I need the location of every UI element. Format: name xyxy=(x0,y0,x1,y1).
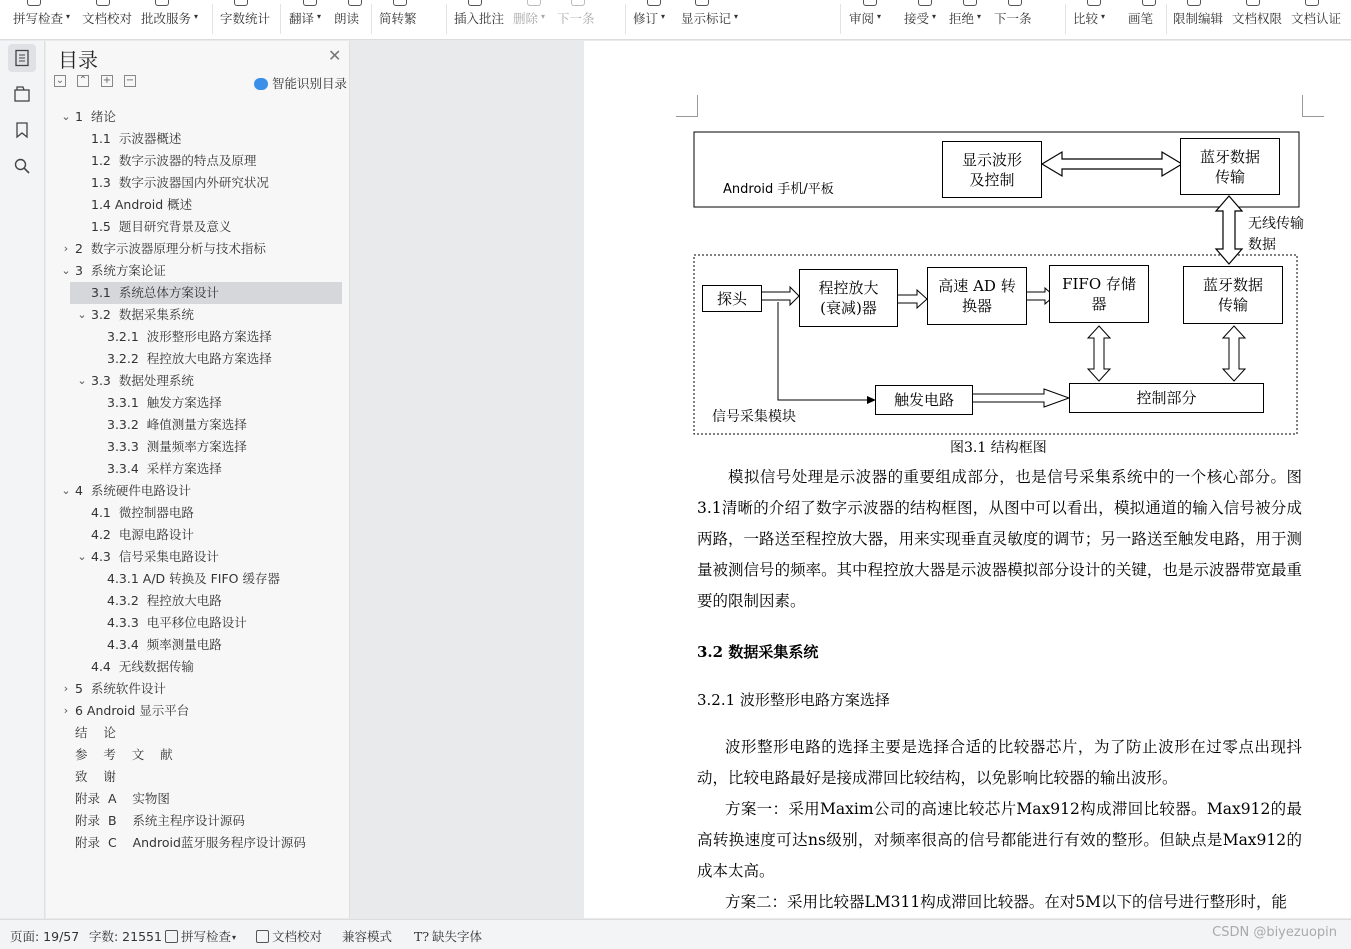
subsection-heading: 3.2.1 波形整形电路方案选择 xyxy=(697,691,890,709)
compare-icon xyxy=(1087,0,1101,6)
toc-item[interactable] xyxy=(70,656,342,678)
page-indicator[interactable]: 页面: 19/57 xyxy=(10,929,80,944)
proofread-status[interactable] xyxy=(256,927,322,945)
toc-item-label: 5 系统软件设计 xyxy=(75,681,166,696)
section-heading: 3.2 数据采集系统 xyxy=(697,643,819,661)
chapter-nav-button[interactable] xyxy=(8,80,36,108)
document-outline-icon xyxy=(13,49,31,67)
show-markup-label: 显示标记 xyxy=(681,11,732,26)
next-comment-icon xyxy=(571,0,585,6)
chevron-right-icon[interactable]: › xyxy=(63,704,69,717)
proofread-label: 文档校对 xyxy=(82,11,133,26)
simp-to-trad-icon xyxy=(393,0,407,6)
toc-item-label: 2 数字示波器原理分析与技术指标 xyxy=(75,241,266,256)
toc-item-label: 4 系统硬件电路设计 xyxy=(75,483,191,498)
check-icon xyxy=(165,930,178,943)
next-comment-label: 下一条 xyxy=(557,11,595,26)
toc-item-label: 3.3.3 测量频率方案选择 xyxy=(107,439,247,454)
chevron-right-icon[interactable]: › xyxy=(63,242,69,255)
review-service-icon xyxy=(155,0,169,6)
spell-check-label: 拼写检查 xyxy=(13,11,64,26)
toc-item-label: 4.3.3 电平移位电路设计 xyxy=(107,615,247,630)
toc-item-label: 4.3 信号采集电路设计 xyxy=(91,549,219,564)
bluetooth-top-box: 蓝牙数据 传输 xyxy=(1180,138,1280,195)
status-bar xyxy=(0,919,1351,949)
toc-item-label: 附录 C Android蓝牙服务程序设计源码 xyxy=(75,835,306,850)
chevron-down-icon[interactable]: ⌄ xyxy=(61,264,71,277)
smart-toc-label: 智能识别目录 xyxy=(272,76,348,91)
toc-item[interactable] xyxy=(70,810,342,832)
accept-label: 接受 xyxy=(904,11,930,26)
toc-item[interactable] xyxy=(70,282,342,304)
toc-item[interactable] xyxy=(63,238,342,260)
spell-check-status[interactable] xyxy=(165,927,236,945)
pen-icon xyxy=(1142,0,1156,6)
doc-permission-label: 文档权限 xyxy=(1232,11,1283,26)
toc-item-label: 1.1 示波器概述 xyxy=(91,131,182,146)
toc-item-label: 6 Android 显示平台 xyxy=(75,703,190,718)
toolbar-separator xyxy=(840,4,841,34)
doc-certify-icon xyxy=(1305,0,1319,6)
toc-item[interactable] xyxy=(70,172,342,194)
chevron-down-icon: ▾ xyxy=(977,12,982,21)
toolbar-separator xyxy=(1166,4,1167,34)
toc-item-label: 3 系统方案论证 xyxy=(75,263,166,278)
fifo-control-arrow xyxy=(1088,326,1110,381)
toc-item-label: 结 论 xyxy=(75,725,116,740)
toc-item[interactable] xyxy=(70,326,342,348)
insert-comment-label: 插入批注 xyxy=(454,11,505,26)
toc-title: 目录 xyxy=(58,48,98,72)
probe-box: 探头 xyxy=(702,285,762,312)
toc-panel xyxy=(46,41,350,918)
compare-label: 比较 xyxy=(1073,11,1099,26)
chevron-down-icon: ▾ xyxy=(734,12,739,21)
toc-item[interactable] xyxy=(63,678,342,700)
toc-item-label: 4.4 无线数据传输 xyxy=(91,659,194,674)
toc-item-label: 1.4 Android 概述 xyxy=(91,197,193,212)
toc-item-label: 4.2 电源电路设计 xyxy=(91,527,194,542)
toc-item-label: 致 谢 xyxy=(75,769,116,784)
review-service-label: 批改服务 xyxy=(141,11,192,26)
read-aloud-icon xyxy=(348,0,362,6)
toc-item-label: 3.3.4 采样方案选择 xyxy=(107,461,222,476)
control-box: 控制部分 xyxy=(1069,383,1264,413)
simp-to-trad-label: 简转繁 xyxy=(379,11,417,26)
module-label: 信号采集模块 xyxy=(712,409,796,425)
next-change-icon xyxy=(1008,0,1022,6)
toc-item[interactable] xyxy=(70,128,342,150)
paragraph: 方案二：采用比较器LM311构成滞回比较器。在对5M以下的信号进行整形时，能 xyxy=(725,893,1287,911)
restrict-editing-label: 限制编辑 xyxy=(1173,11,1224,26)
toc-item-label: 4.3.2 程控放大电路 xyxy=(107,593,222,608)
toc-item[interactable] xyxy=(70,788,342,810)
insert-comment-icon xyxy=(468,0,482,6)
paragraph: 波形整形电路的选择主要是选择合适的比较器芯片，为了防止波形在过零点出现抖动，比较电路最好是接成滞回比较结构，以免影响比较器的输出波形。 xyxy=(697,738,1302,787)
font-icon: T? xyxy=(414,929,430,944)
toc-item[interactable] xyxy=(70,348,342,370)
word-count[interactable]: 字数: 21551 xyxy=(89,929,162,944)
proofread-label: 文档校对 xyxy=(272,929,323,944)
toc-item[interactable] xyxy=(70,458,342,480)
toc-item-label: 1.2 数字示波器的特点及原理 xyxy=(91,153,257,168)
toc-item[interactable] xyxy=(61,480,342,502)
toc-item[interactable] xyxy=(70,436,342,458)
navigation-rail xyxy=(0,41,45,918)
figure-caption: 图3.1 结构框图 xyxy=(950,440,1047,456)
chevron-down-icon: ▾ xyxy=(661,12,666,21)
toc-item[interactable] xyxy=(70,216,342,238)
missing-font-status[interactable] xyxy=(414,927,482,945)
bookmark-button[interactable] xyxy=(8,116,36,144)
ribbon-toolbar xyxy=(0,0,1351,40)
toc-item[interactable] xyxy=(70,722,342,744)
toc-item-label: 1 绪论 xyxy=(75,109,116,124)
chevron-down-icon[interactable]: ⌄ xyxy=(77,308,87,321)
proofread-icon xyxy=(256,930,269,943)
bt-control-arrow xyxy=(1223,326,1245,381)
toc-item-label: 1.5 题目研究背景及意义 xyxy=(91,219,232,234)
doc-permission-icon xyxy=(1246,0,1260,6)
delete-comment-icon xyxy=(527,0,541,6)
toc-item[interactable] xyxy=(70,634,342,656)
toc-item-label: 1.3 数字示波器国内外研究状况 xyxy=(91,175,269,190)
add-heading-icon[interactable]: + xyxy=(102,75,112,86)
toc-item[interactable] xyxy=(70,502,342,524)
toc-item-label: 参 考 文 献 xyxy=(75,747,173,762)
proofread-icon xyxy=(96,0,110,6)
spell-check-label: 拼写检查 xyxy=(181,929,232,944)
toc-item[interactable] xyxy=(70,744,342,766)
restrict-editing-icon xyxy=(1187,0,1201,6)
toc-item-label: 3.3.1 触发方案选择 xyxy=(107,395,222,410)
toc-item[interactable] xyxy=(70,612,342,634)
toc-item[interactable] xyxy=(70,546,342,568)
toc-item[interactable] xyxy=(70,304,342,326)
toc-item[interactable] xyxy=(70,590,342,612)
pen-label: 画笔 xyxy=(1128,11,1154,26)
doc-certify-label: 文档认证 xyxy=(1291,11,1342,26)
android-label: Android 手机/平板 xyxy=(723,182,834,197)
wireless-label: 无线传输 数据 xyxy=(1248,216,1304,253)
toc-item[interactable] xyxy=(70,150,342,172)
bluetooth-bottom-box: 蓝牙数据 传输 xyxy=(1183,266,1283,324)
display-control-box: 显示波形 及控制 xyxy=(942,141,1042,198)
toc-item[interactable] xyxy=(70,568,342,590)
toc-item-label: 附录 B 系统主程序设计源码 xyxy=(75,813,245,828)
translate-label: 翻译 xyxy=(289,11,315,26)
toc-item-label: 3.2.1 波形整形电路方案选择 xyxy=(107,329,272,344)
translate-icon xyxy=(303,0,317,6)
toc-item[interactable] xyxy=(70,766,342,788)
adc-box: 高速 AD 转 换器 xyxy=(927,267,1027,325)
paragraph: 方案一：采用Maxim公司的高速比较芯片Max912构成滞回比较器。Max912的最高转换速度可达ns级别，对频率很高的信号都能进行有效的整形。但缺点是Max912的成本太高。 xyxy=(697,800,1302,880)
review-icon xyxy=(863,0,877,6)
reject-icon xyxy=(963,0,977,6)
toc-item-label: 3.2 数据采集系统 xyxy=(91,307,194,322)
toc-item[interactable] xyxy=(70,524,342,546)
toc-item-label: 4.3.1 A/D 转换及 FIFO 缓存器 xyxy=(107,571,280,586)
chevron-down-icon[interactable]: ⌄ xyxy=(61,110,71,123)
chevron-down-icon: ▾ xyxy=(232,933,237,942)
toc-item[interactable] xyxy=(70,392,342,414)
search-button[interactable] xyxy=(8,152,36,180)
review-label: 审阅 xyxy=(849,11,875,26)
toc-panel-button[interactable] xyxy=(8,44,36,72)
toc-item[interactable] xyxy=(63,700,342,722)
trigger-control-arrow xyxy=(972,389,1069,407)
toolbar-separator xyxy=(446,4,447,34)
chevron-down-icon: ▾ xyxy=(66,12,71,21)
chevron-down-icon: ▾ xyxy=(194,12,199,21)
chevron-down-icon[interactable]: ⌄ xyxy=(61,484,71,497)
chevron-down-icon: ▾ xyxy=(317,12,322,21)
delete-comment-label: 删除 xyxy=(513,11,539,26)
expand-all-icon[interactable]: ⌃ xyxy=(78,75,88,86)
chevron-down-icon[interactable]: ⌄ xyxy=(77,374,87,387)
watermark: CSDN @biyezuopin xyxy=(1212,925,1337,940)
amp-adc-arrow xyxy=(897,290,927,308)
document-page[interactable] xyxy=(584,41,1351,918)
toc-item[interactable] xyxy=(70,370,342,392)
chevron-down-icon: ▾ xyxy=(932,12,937,21)
bookmark-icon xyxy=(13,121,31,139)
toc-item-label: 3.3 数据处理系统 xyxy=(91,373,194,388)
toolbar-separator xyxy=(625,4,626,34)
toolbar-separator xyxy=(280,4,281,34)
collapse-all-icon[interactable]: ⌄ xyxy=(55,75,65,86)
wireless-arrow xyxy=(1216,196,1242,264)
search-icon xyxy=(13,157,31,175)
missing-font-label: 缺失字体 xyxy=(432,929,483,944)
compat-mode[interactable]: 兼容模式 xyxy=(342,929,393,944)
toc-item-label: 4.1 微控制器电路 xyxy=(91,505,194,520)
toc-item[interactable] xyxy=(70,414,342,436)
toolbar-separator xyxy=(371,4,372,34)
smart-toc-button[interactable] xyxy=(254,74,347,92)
toc-item[interactable] xyxy=(70,832,342,854)
toc-item[interactable] xyxy=(61,260,342,282)
track-changes-label: 修订 xyxy=(633,11,659,26)
toc-item[interactable] xyxy=(70,194,342,216)
display-bt-arrow xyxy=(1042,152,1182,176)
chevron-right-icon[interactable]: › xyxy=(63,682,69,695)
reject-label: 拒绝 xyxy=(949,11,975,26)
spell-check-icon xyxy=(27,0,41,6)
show-markup-icon xyxy=(695,0,709,6)
chevron-down-icon: ▾ xyxy=(541,12,546,21)
fifo-box: FIFO 存储 器 xyxy=(1049,265,1149,323)
track-changes-icon xyxy=(647,0,661,6)
toolbar-separator xyxy=(212,4,213,34)
ai-icon xyxy=(254,78,268,90)
word-count-label: 字数统计 xyxy=(220,11,271,26)
paragraph: 模拟信号处理是示波器的重要组成部分，也是信号采集系统中的一个核心部分。图3.1清晰的介绍了数字示波器的结构框图，从图中可以看出，模拟通道的输入信号被分成两路，一路送至程控放大器，用来实现垂直灵敏度的调节；另一路送至触发电路，用于测量被测信号的频率。其中程控放大器是示波器模拟部分设计的关键，也是示波器带宽最重要的限制因素。 xyxy=(697,468,1302,610)
toc-item-label: 4.3.4 频率测量电路 xyxy=(107,637,222,652)
chevron-down-icon[interactable]: ⌄ xyxy=(77,550,87,563)
canvas-margin xyxy=(351,41,584,918)
next-change-label: 下一条 xyxy=(994,11,1032,26)
accept-icon xyxy=(918,0,932,6)
remove-heading-icon[interactable]: − xyxy=(125,75,135,86)
chevron-down-icon: ▾ xyxy=(1101,12,1106,21)
close-icon[interactable]: ✕ xyxy=(328,46,342,65)
toc-item-label: 3.2.2 程控放大电路方案选择 xyxy=(107,351,272,366)
toc-item-label: 3.1 系统总体方案设计 xyxy=(91,285,219,300)
toc-item[interactable] xyxy=(61,106,342,128)
probe-amp-arrow xyxy=(761,287,799,305)
chapter-icon xyxy=(13,85,31,103)
amplifier-box: 程控放大 (衰减)器 xyxy=(799,269,898,327)
chevron-down-icon: ▾ xyxy=(877,12,882,21)
trigger-box: 触发电路 xyxy=(875,385,973,415)
toc-item-label: 3.3.2 峰值测量方案选择 xyxy=(107,417,247,432)
word-count-icon xyxy=(234,0,248,6)
toolbar-separator xyxy=(1065,4,1066,34)
toc-item-label: 附录 A 实物图 xyxy=(75,791,170,806)
read-aloud-label: 朗读 xyxy=(334,11,360,26)
